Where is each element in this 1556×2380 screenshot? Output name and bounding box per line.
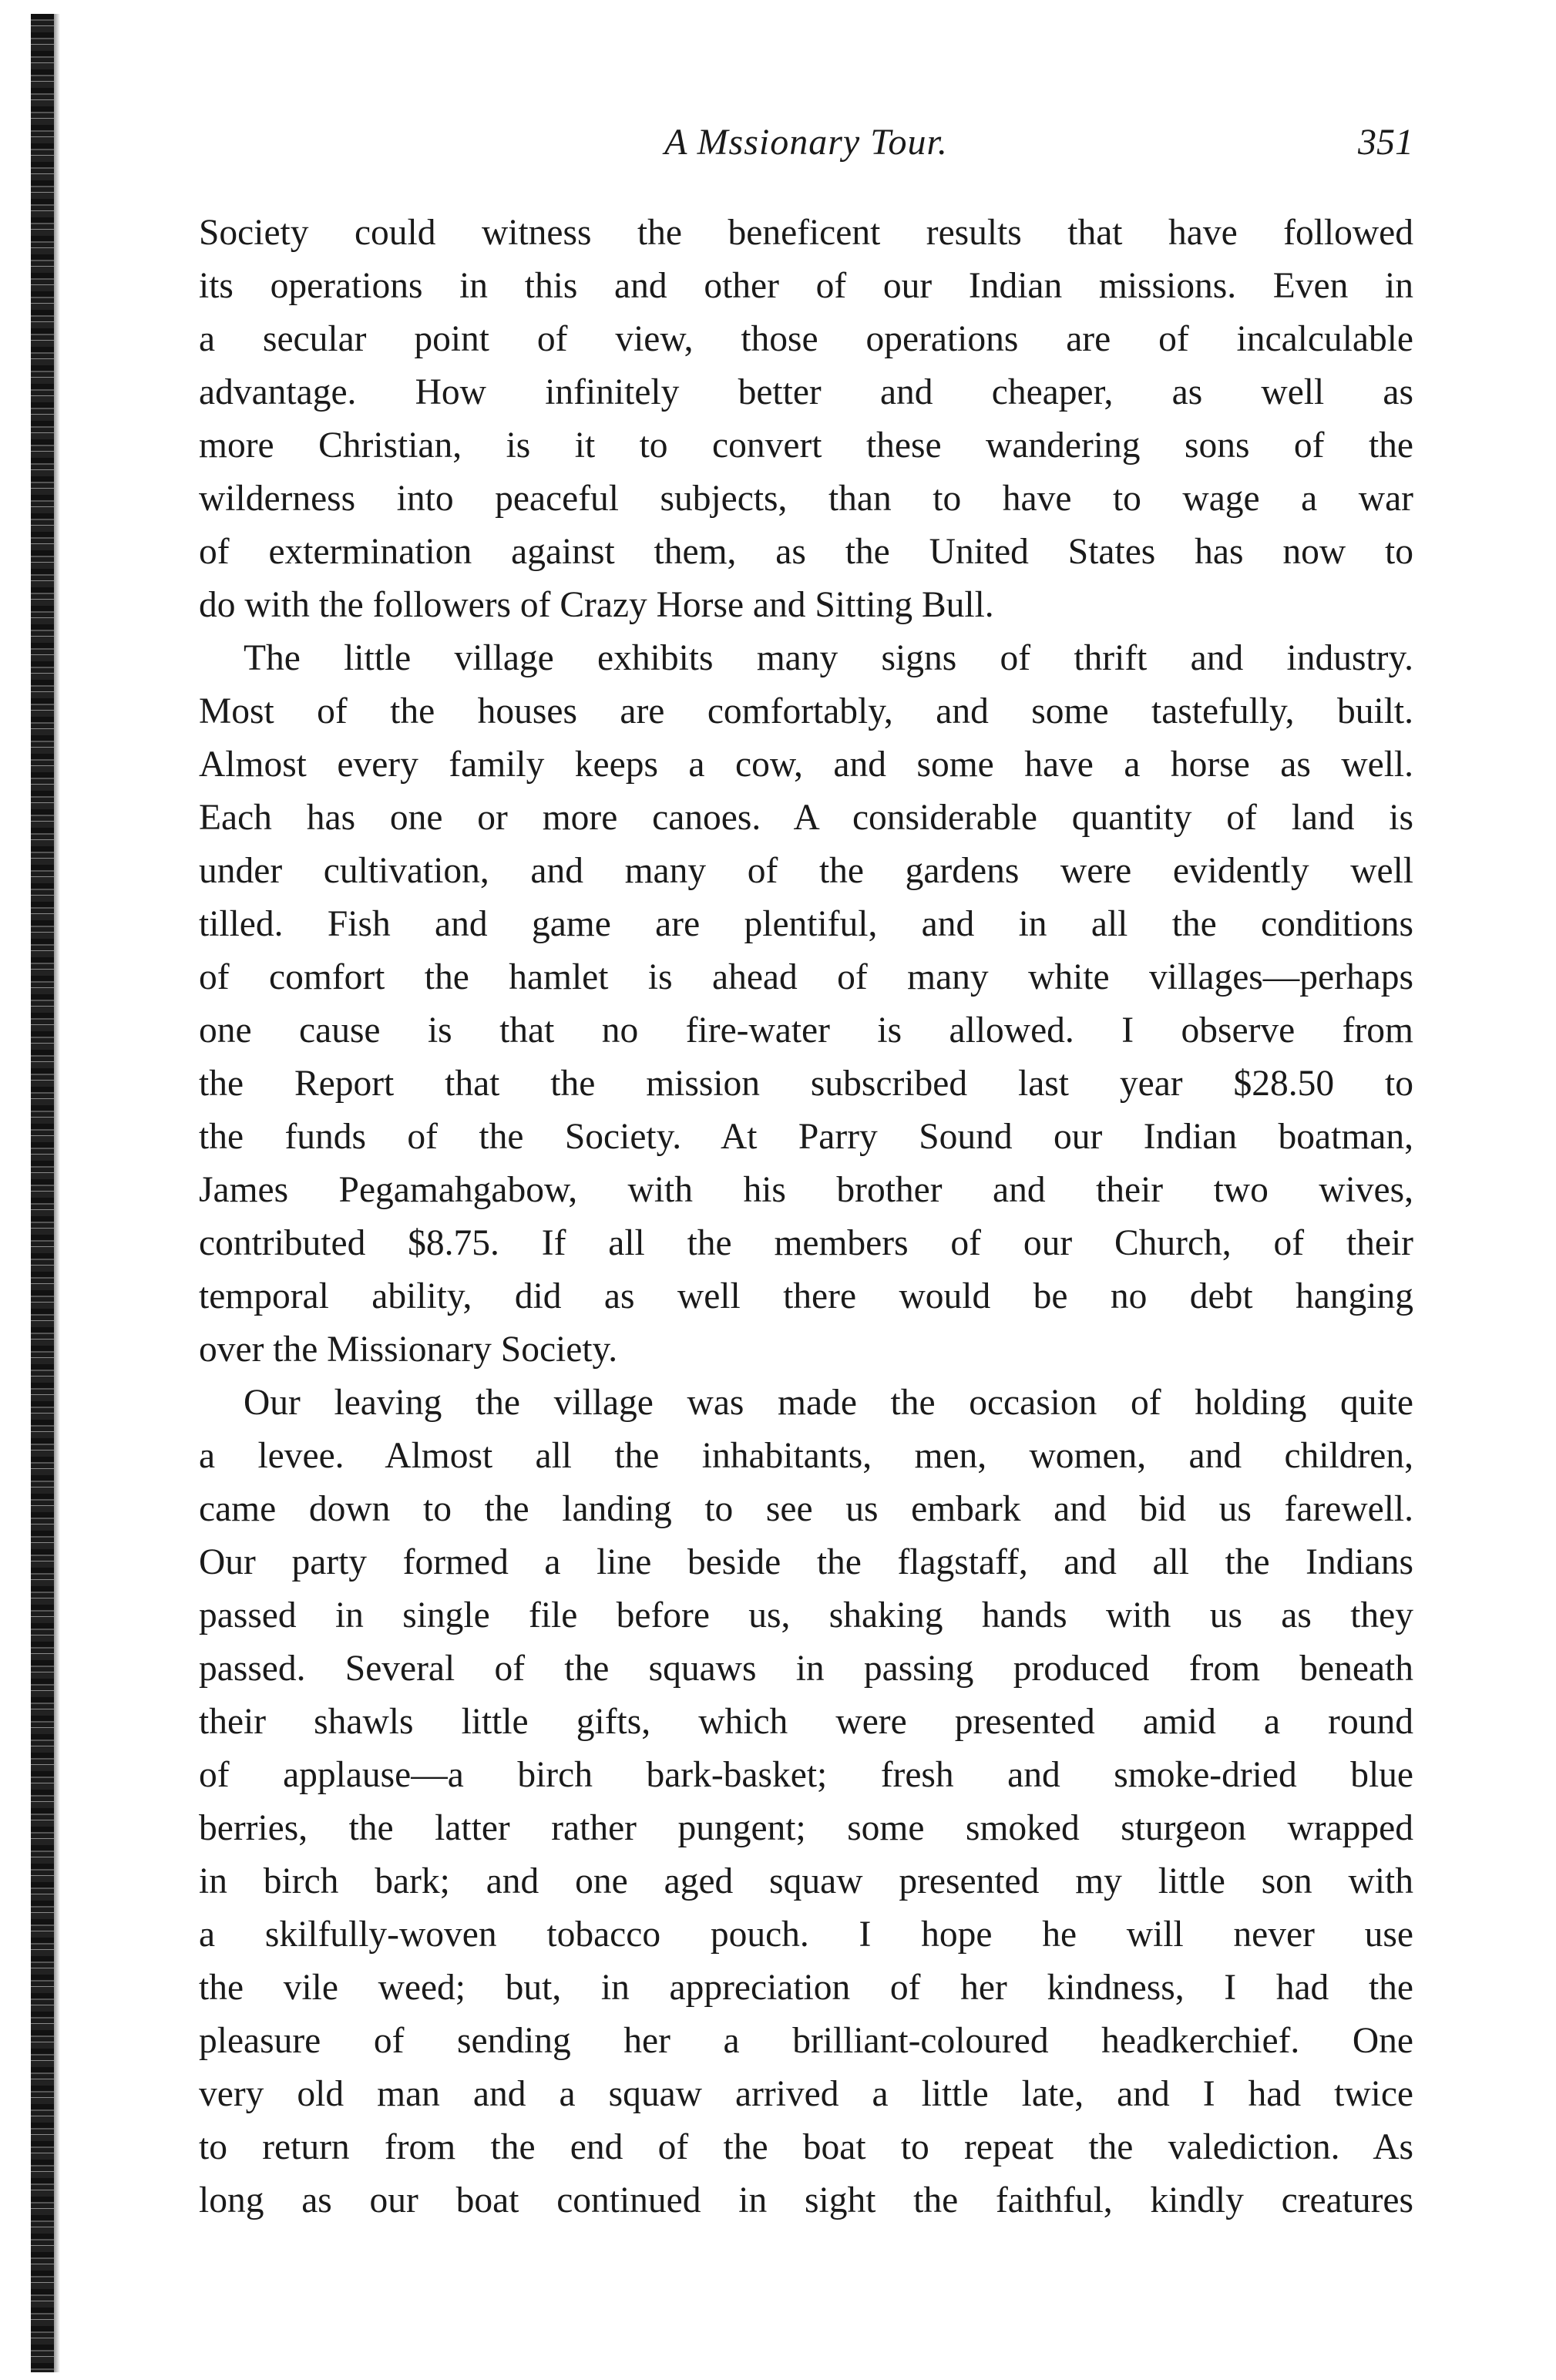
- paragraph-2: [199, 632, 1413, 1377]
- text-line: of comfort the hamlet is ahead of many white villages—perhaps: [199, 957, 1413, 997]
- text-line: passed. Several of the squaws in passing produced from beneath: [199, 1649, 1413, 1689]
- text-line: tilled. Fish and game are plentiful, and in all the conditions: [199, 904, 1413, 944]
- text-line: do with the followers of Crazy Horse and Sitting Bull.: [199, 585, 994, 625]
- text-line: one cause is that no fire-water is allowed. I observe from: [199, 1010, 1413, 1050]
- text-line: of applause—a birch bark-basket; fresh and smoke-dried blue: [199, 1755, 1413, 1795]
- text-line: passed in single file before us, shaking hands with us as they: [199, 1595, 1413, 1635]
- page-binding-edge: [31, 14, 54, 2372]
- text-line: under cultivation, and many of the gardens were evidently well: [199, 851, 1413, 891]
- body-text: [199, 207, 1413, 2227]
- text-line: the vile weed; but, in appreciation of her kindness, I had the: [199, 1968, 1413, 2008]
- text-line: Our leaving the village was made the occasion of holding quite: [244, 1383, 1413, 1423]
- paragraph-3: [199, 1377, 1413, 2227]
- text-line: its operations in this and other of our Indian missions. Even in: [199, 266, 1413, 306]
- running-head: [199, 116, 1413, 170]
- text-line: Most of the houses are comfortably, and some tastefully, built.: [199, 691, 1413, 731]
- text-line: very old man and a squaw arrived a little late, and I had twice: [199, 2074, 1413, 2114]
- page-binding-shadow: [54, 14, 60, 2372]
- text-line: over the Missionary Society.: [199, 1330, 618, 1370]
- text-line: a skilfully-woven tobacco pouch. I hope he will never use: [199, 1914, 1413, 1955]
- text-line: their shawls little gifts, which were presented amid a round: [199, 1702, 1413, 1742]
- text-line: a secular point of view, those operations are of incalculable: [199, 319, 1413, 359]
- text-line: Society could witness the beneficent results that have followed: [199, 213, 1413, 253]
- text-line: wilderness into peaceful subjects, than to have to wage a war: [199, 479, 1413, 519]
- text-line: Each has one or more canoes. A considerable quantity of land is: [199, 798, 1413, 838]
- text-line: advantage. How infinitely better and cheaper, as well as: [199, 372, 1413, 412]
- text-line: Our party formed a line beside the flagstaff, and all the Indians: [199, 1542, 1413, 1582]
- page-number: 351: [1358, 122, 1413, 163]
- text-line: came down to the landing to see us embark and bid us farewell.: [199, 1489, 1413, 1529]
- text-line: the Report that the mission subscribed last year $28.50 to: [199, 1064, 1413, 1104]
- text-line: to return from the end of the boat to repeat the valediction. As: [199, 2127, 1413, 2167]
- text-line: more Christian, is it to convert these wandering sons of the: [199, 425, 1413, 466]
- paragraph-1: [199, 207, 1413, 632]
- text-line: in birch bark; and one aged squaw presented my little son with: [199, 1861, 1413, 1901]
- text-line: contributed $8.75. If all the members of our Church, of their: [199, 1223, 1413, 1263]
- running-head-title: A Mssionary Tour.: [664, 122, 948, 163]
- text-line: temporal ability, did as well there would be no debt hanging: [199, 1276, 1413, 1316]
- text-line: the funds of the Society. At Parry Sound our Indian boatman,: [199, 1117, 1413, 1157]
- text-line: pleasure of sending her a brilliant-coloured headkerchief. One: [199, 2021, 1413, 2061]
- text-line: of extermination against them, as the United States has now to: [199, 532, 1413, 572]
- text-line: berries, the latter rather pungent; some smoked sturgeon wrapped: [199, 1808, 1413, 1848]
- text-line: Almost every family keeps a cow, and some have a horse as well.: [199, 745, 1413, 785]
- text-line: a levee. Almost all the inhabitants, men, women, and children,: [199, 1436, 1413, 1476]
- text-line: long as our boat continued in sight the faithful, kindly creatures: [199, 2180, 1413, 2220]
- text-line: The little village exhibits many signs of thrift and industry.: [244, 638, 1413, 678]
- text-line: James Pegamahgabow, with his brother and their two wives,: [199, 1170, 1413, 1210]
